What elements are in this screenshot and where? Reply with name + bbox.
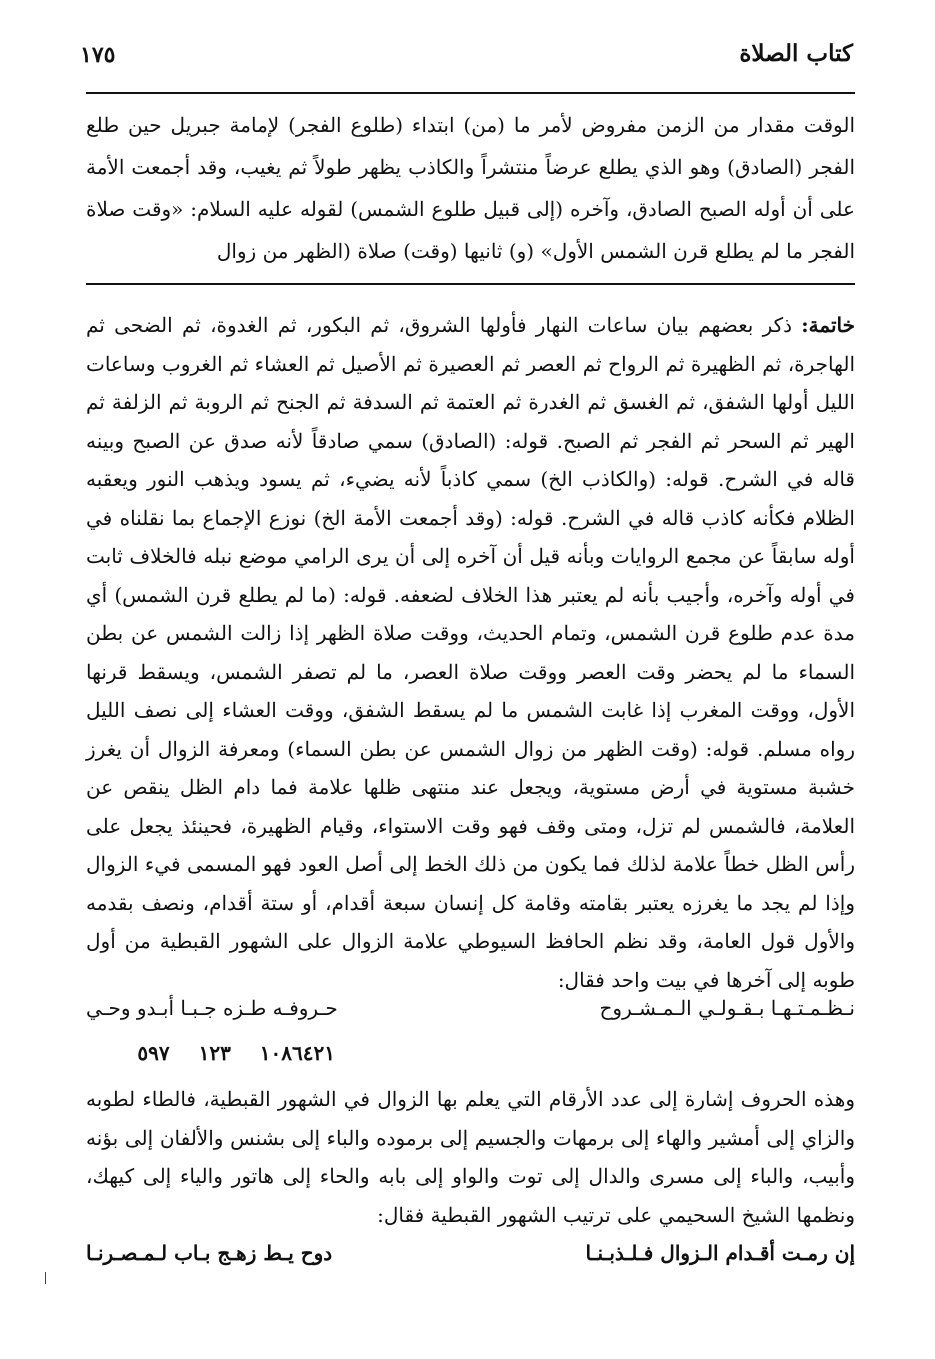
verse-2-second-hemistich: دوح يـط زهـج بـاب لـمـصـرنـا: [86, 1241, 333, 1265]
commentary-text: ذكر بعضهم بيان ساعات النهار فأولها الشروق، ثم البكور، ثم الغدوة، ثم الضحى ثم الهاجرة، ثم الظهيرة ثم الرواح ثم العصر ثم العصيرة ثم الأصيل ثم العشاء ثم الغروب وساعات الليل أولها الشفق، ثم الغسق ثم الغدرة ثم العتمة ثم السدفة ثم الجنح ثم الروبة ثم الزلفة ثم الهير ثم السحر ثم الفجر ثم الصبح. قوله: (الصادق) سمي صادقاً لأنه صدق عن الصبح وبينه قاله في الشرح. قوله: (والكاذب الخ) سمي كاذباً لأنه يضيء، ثم يسود ويذهب النور ويعقبه الظلام فكأنه كاذب قاله في الشرح. قوله: (وقد أجمعت الأمة الخ) نوزع الإجماع بما نقلناه في أوله سابقاً عن مجمع الروايات وبأنه قيل أن آخره إلى أن يرى الرامي موضع نبله فالخلاف ثابت في أوله وآخره، وأجيب بأنه لم يعتبر هذا الخلاف لضعفه. قوله: (ما لم يطلع قرن الشمس) أي مدة عدم طلوع قرن الشمس، وتمام الحديث، ووقت صلاة الظهر إذا زالت الشمس عن بطن السماء ما لم يحضر وقت العصر ووقت صلاة العصر، ما لم تصفر الشمس، ويسقط قرنها الأول، ووقت المغرب إذا غابت الشمس ما لم يسقط الشفق، ووقت العشاء إلى نصف الليل رواه مسلم. قوله: (وقت الظهر من زوال الشمس عن بطن السماء) ومعرفة الزوال أن يغرز خشبة مستوية في أرض مستوية، ويجعل عند منتهى ظلها علامة فما دام الظل ينقص عن العلامة، فالشمس لم تزل، ومتى وقف فهو وقت الاستواء، وقيام الظهيرة، فحينئذ يجعل على رأس الظل خطاً علامة لذلك فما يكون من ذلك الخط إلى أصل العود فهو المسمى فيء الزوال وإذا لم يجد ما يغرزه يعتبر بقامته وقامة كل إنسان سبعة أقدام، أو ستة أقدام، ونصف بقدمه والأول قول العامة، وقد نظم الحافظ السيوطي علامة الزوال على الشهور القبطية من أول طوبه إلى آخرها في بيت واحد فقال:: [86, 313, 856, 992]
verse-2-first-hemistich: إن رمـت أقـدام الـزوال فـلـذبـنـا: [585, 1241, 855, 1265]
top-rule: [86, 92, 855, 94]
page-number: ١٧٥: [80, 42, 116, 68]
commentary-paragraph: [86, 306, 855, 999]
verse-numbers: ١٠٨٦٤٢١ ١٢٣ ٥٩٧: [137, 1041, 335, 1065]
commentary-block: [86, 306, 855, 999]
verse-line-2: [86, 1241, 855, 1265]
verse-line-1: [86, 996, 855, 1020]
margin-tick: [45, 1272, 46, 1284]
running-head: كتاب الصلاة: [739, 40, 853, 67]
closing-paragraph: وهذه الحروف إشارة إلى عدد الأرقام التي يعلم بها الزوال في الشهور القبطية، فالطاء لطوبه والزاي إلى أمشير والهاء إلى برمهات والجسيم إلى برموده والباء إلى بشنس والألفان إلى بؤنه وأبيب، والباء إلى مسرى والدال إلى توت والواو إلى بابه والحاء إلى هاتور والياء إلى كيهك، ونظمها الشيخ السحيمي على ترتيب الشهور القبطية فقال:: [86, 1087, 855, 1227]
verse-1-first-hemistich: نـظـمـتـهـا بـقـولـي الـمـشـروح: [599, 996, 855, 1020]
separator-rule: [86, 283, 855, 285]
verse-1-second-hemistich: حـروفـه طـزه جـبـا أبـدو وحـي: [86, 996, 338, 1020]
matn-text: الوقت مقدار من الزمن مفروض لأمر ما (من) ابتداء (طلوع الفجر) لإمامة جبريل حين طلع الفجر (الصادق) وهو الذي يطلع عرضاً منتشراً والكاذب يظهر طولاً ثم يغيب، وقد أجمعت الأمة على أن أوله الصبح الصادق، وآخره (إلى قبيل طلوع الشمس) لقوله عليه السلام: «وقت صلاة الفجر ما لم يطلع قرن الشمس الأول» (و) ثانيها (وقت) صلاة (الظهر من زوال: [86, 113, 855, 263]
commentary-lead: خاتمة:: [801, 313, 855, 337]
closing-block: [86, 1080, 855, 1234]
